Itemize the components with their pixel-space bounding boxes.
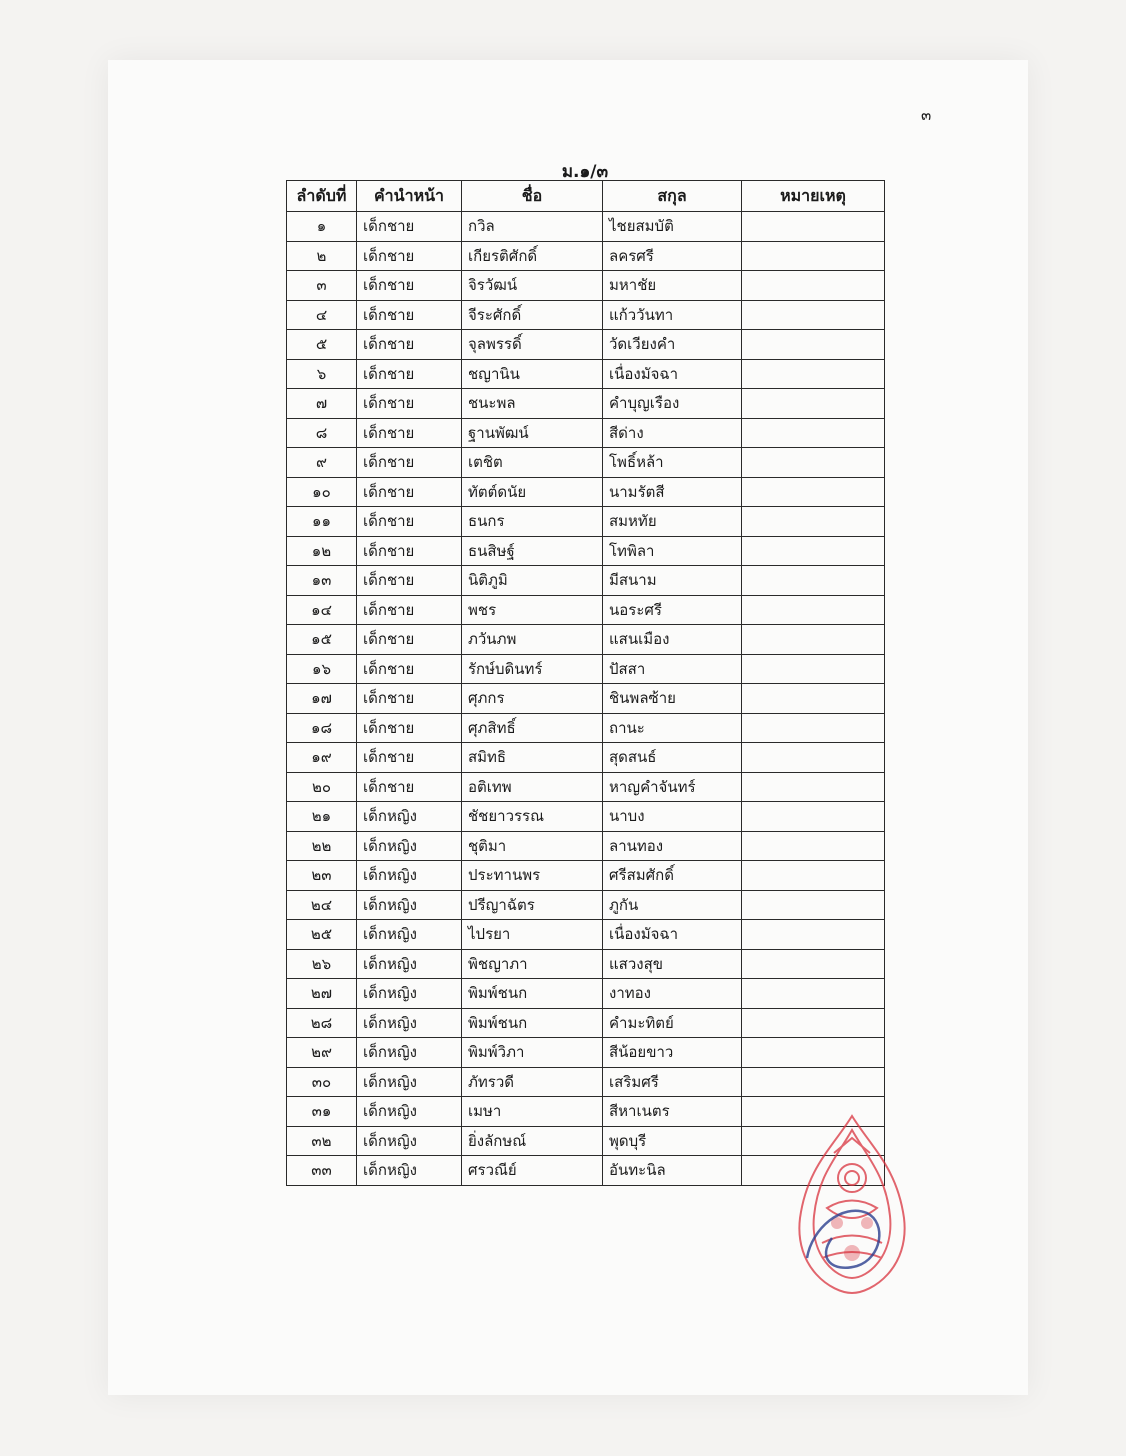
cell-first-name: เมษา xyxy=(462,1097,603,1127)
cell-number: ๒๑ xyxy=(287,802,357,832)
cell-prefix: เด็กหญิง xyxy=(357,1126,462,1156)
cell-number: ๓๓ xyxy=(287,1156,357,1186)
cell-prefix: เด็กชาย xyxy=(357,743,462,773)
table-row xyxy=(287,595,885,625)
cell-last-name: นอระศรี xyxy=(603,595,742,625)
table-row xyxy=(287,566,885,596)
cell-note xyxy=(742,713,885,743)
cell-note xyxy=(742,802,885,832)
cell-first-name: จุลพรรดิ์ xyxy=(462,330,603,360)
cell-prefix: เด็กชาย xyxy=(357,536,462,566)
cell-last-name: คำมะทิตย์ xyxy=(603,1008,742,1038)
cell-prefix: เด็กหญิง xyxy=(357,1008,462,1038)
table-row xyxy=(287,713,885,743)
header-first-name: ชื่อ xyxy=(462,181,603,212)
cell-number: ๓ xyxy=(287,271,357,301)
cell-prefix: เด็กชาย xyxy=(357,566,462,596)
cell-last-name: แสวงสุข xyxy=(603,949,742,979)
cell-number: ๒๒ xyxy=(287,831,357,861)
cell-note xyxy=(742,212,885,242)
cell-prefix: เด็กชาย xyxy=(357,212,462,242)
cell-note xyxy=(742,389,885,419)
cell-first-name: พชร xyxy=(462,595,603,625)
cell-prefix: เด็กหญิง xyxy=(357,890,462,920)
table-row xyxy=(287,448,885,478)
cell-prefix: เด็กชาย xyxy=(357,389,462,419)
cell-first-name: ศรวณีย์ xyxy=(462,1156,603,1186)
cell-prefix: เด็กชาย xyxy=(357,625,462,655)
cell-first-name: ยิ่งลักษณ์ xyxy=(462,1126,603,1156)
cell-prefix: เด็กหญิง xyxy=(357,1156,462,1186)
cell-number: ๑๘ xyxy=(287,713,357,743)
cell-number: ๒๔ xyxy=(287,890,357,920)
table-row xyxy=(287,802,885,832)
table-row xyxy=(287,949,885,979)
cell-first-name: ธนสิษฐ์ xyxy=(462,536,603,566)
header-last-name: สกุล xyxy=(603,181,742,212)
cell-last-name: สุดสนธ์ xyxy=(603,743,742,773)
cell-prefix: เด็กชาย xyxy=(357,713,462,743)
table-row xyxy=(287,920,885,950)
cell-note xyxy=(742,979,885,1009)
cell-note xyxy=(742,507,885,537)
cell-last-name: ศรีสมศักดิ์ xyxy=(603,861,742,891)
table-row xyxy=(287,300,885,330)
cell-prefix: เด็กหญิง xyxy=(357,1097,462,1127)
cell-last-name: ลครศรี xyxy=(603,241,742,271)
cell-number: ๗ xyxy=(287,389,357,419)
cell-last-name: มหาชัย xyxy=(603,271,742,301)
cell-first-name: พิมพ์วิภา xyxy=(462,1038,603,1068)
cell-note xyxy=(742,300,885,330)
cell-note xyxy=(742,831,885,861)
table-row xyxy=(287,861,885,891)
cell-first-name: ทัตต์ดนัย xyxy=(462,477,603,507)
cell-note xyxy=(742,595,885,625)
cell-number: ๑๕ xyxy=(287,625,357,655)
cell-prefix: เด็กชาย xyxy=(357,241,462,271)
table-row xyxy=(287,536,885,566)
cell-prefix: เด็กชาย xyxy=(357,772,462,802)
cell-first-name: ธนกร xyxy=(462,507,603,537)
cell-last-name: ภูกัน xyxy=(603,890,742,920)
cell-note xyxy=(742,743,885,773)
table-row xyxy=(287,772,885,802)
cell-note xyxy=(742,418,885,448)
cell-note xyxy=(742,920,885,950)
cell-last-name: แสนเมือง xyxy=(603,625,742,655)
cell-first-name: ประทานพร xyxy=(462,861,603,891)
cell-last-name: ถานะ xyxy=(603,713,742,743)
cell-last-name: พุดบุรี xyxy=(603,1126,742,1156)
cell-last-name: สีน้อยขาว xyxy=(603,1038,742,1068)
cell-last-name: เนื่องมัจฉา xyxy=(603,920,742,950)
cell-prefix: เด็กชาย xyxy=(357,448,462,478)
cell-last-name: อันทะนิล xyxy=(603,1156,742,1186)
cell-note xyxy=(742,861,885,891)
cell-first-name: เกียรติศักดิ์ xyxy=(462,241,603,271)
cell-first-name: ชนะพล xyxy=(462,389,603,419)
cell-number: ๑๔ xyxy=(287,595,357,625)
cell-last-name: ไชยสมบัติ xyxy=(603,212,742,242)
cell-first-name: อติเทพ xyxy=(462,772,603,802)
cell-number: ๔ xyxy=(287,300,357,330)
table-row xyxy=(287,684,885,714)
table-row xyxy=(287,1038,885,1068)
cell-number: ๒๙ xyxy=(287,1038,357,1068)
cell-prefix: เด็กชาย xyxy=(357,300,462,330)
cell-prefix: เด็กหญิง xyxy=(357,831,462,861)
cell-number: ๒๘ xyxy=(287,1008,357,1038)
cell-last-name: ปัสสา xyxy=(603,654,742,684)
cell-number: ๑๐ xyxy=(287,477,357,507)
cell-number: ๑๙ xyxy=(287,743,357,773)
table-row xyxy=(287,1008,885,1038)
cell-number: ๘ xyxy=(287,418,357,448)
cell-number: ๑๗ xyxy=(287,684,357,714)
cell-prefix: เด็กชาย xyxy=(357,684,462,714)
cell-last-name: โพธิ์หล้า xyxy=(603,448,742,478)
header-note: หมายเหตุ xyxy=(742,181,885,212)
cell-prefix: เด็กชาย xyxy=(357,359,462,389)
cell-prefix: เด็กหญิง xyxy=(357,1067,462,1097)
cell-first-name: ภัทรวดี xyxy=(462,1067,603,1097)
cell-note xyxy=(742,1038,885,1068)
cell-note xyxy=(742,949,885,979)
cell-first-name: ศุภกร xyxy=(462,684,603,714)
cell-first-name: พิชญาภา xyxy=(462,949,603,979)
cell-first-name: พิมพ์ชนก xyxy=(462,979,603,1009)
cell-note xyxy=(742,772,885,802)
table-row xyxy=(287,389,885,419)
cell-first-name: จิรวัฒน์ xyxy=(462,271,603,301)
table-row xyxy=(287,831,885,861)
cell-note xyxy=(742,359,885,389)
cell-last-name: วัดเวียงคำ xyxy=(603,330,742,360)
cell-number: ๕ xyxy=(287,330,357,360)
cell-last-name: สีหาเนตร xyxy=(603,1097,742,1127)
table-row xyxy=(287,743,885,773)
cell-number: ๒๐ xyxy=(287,772,357,802)
cell-prefix: เด็กชาย xyxy=(357,595,462,625)
cell-note xyxy=(742,1008,885,1038)
cell-number: ๒๕ xyxy=(287,920,357,950)
table-row xyxy=(287,1067,885,1097)
cell-note xyxy=(742,566,885,596)
table-row xyxy=(287,507,885,537)
cell-note xyxy=(742,241,885,271)
table-row xyxy=(287,625,885,655)
table-header-row xyxy=(287,181,885,212)
page-number: ๓ xyxy=(921,106,932,124)
cell-number: ๓๑ xyxy=(287,1097,357,1127)
student-roster-table xyxy=(286,180,885,1186)
cell-number: ๒ xyxy=(287,241,357,271)
cell-last-name: สมหทัย xyxy=(603,507,742,537)
cell-number: ๖ xyxy=(287,359,357,389)
table-row xyxy=(287,330,885,360)
cell-number: ๑๒ xyxy=(287,536,357,566)
cell-prefix: เด็กชาย xyxy=(357,477,462,507)
table-row xyxy=(287,418,885,448)
cell-prefix: เด็กชาย xyxy=(357,418,462,448)
cell-first-name: ปรีญาฉัตร xyxy=(462,890,603,920)
cell-note xyxy=(742,536,885,566)
cell-last-name: นาบง xyxy=(603,802,742,832)
cell-last-name: แก้ววันทา xyxy=(603,300,742,330)
cell-prefix: เด็กหญิง xyxy=(357,920,462,950)
cell-note xyxy=(742,271,885,301)
cell-number: ๑๓ xyxy=(287,566,357,596)
cell-note xyxy=(742,330,885,360)
cell-last-name: มีสนาม xyxy=(603,566,742,596)
cell-first-name: เตชิต xyxy=(462,448,603,478)
cell-number: ๒๓ xyxy=(287,861,357,891)
cell-last-name: นามรัตสี xyxy=(603,477,742,507)
cell-note xyxy=(742,625,885,655)
class-title: ม.๑/๓ xyxy=(561,162,609,182)
cell-first-name: นิติภูมิ xyxy=(462,566,603,596)
table-body xyxy=(287,212,885,1186)
cell-first-name: ชัชยาวรรณ xyxy=(462,802,603,832)
cell-first-name: ชญานิน xyxy=(462,359,603,389)
cell-note xyxy=(742,890,885,920)
cell-first-name: ฐานพัฒน์ xyxy=(462,418,603,448)
cell-prefix: เด็กหญิง xyxy=(357,802,462,832)
cell-prefix: เด็กหญิง xyxy=(357,861,462,891)
cell-first-name: ศุภสิทธิ์ xyxy=(462,713,603,743)
cell-number: ๑๖ xyxy=(287,654,357,684)
table-row xyxy=(287,654,885,684)
table-row xyxy=(287,241,885,271)
cell-first-name: ภวันภพ xyxy=(462,625,603,655)
header-prefix: คำนำหน้า xyxy=(357,181,462,212)
table-row xyxy=(287,212,885,242)
school-seal-stamp xyxy=(772,1108,932,1318)
cell-prefix: เด็กหญิง xyxy=(357,979,462,1009)
cell-last-name: ชินพลซ้าย xyxy=(603,684,742,714)
cell-first-name: ไปรยา xyxy=(462,920,603,950)
cell-note xyxy=(742,477,885,507)
cell-note xyxy=(742,1067,885,1097)
table-row xyxy=(287,359,885,389)
header-number: ลำดับที่ xyxy=(287,181,357,212)
table-row xyxy=(287,890,885,920)
table-row xyxy=(287,477,885,507)
cell-first-name: กวิล xyxy=(462,212,603,242)
cell-number: ๙ xyxy=(287,448,357,478)
cell-first-name: จีระศักดิ์ xyxy=(462,300,603,330)
cell-first-name: ชุติมา xyxy=(462,831,603,861)
cell-number: ๑ xyxy=(287,212,357,242)
cell-first-name: รักษ์บดินทร์ xyxy=(462,654,603,684)
cell-number: ๑๑ xyxy=(287,507,357,537)
cell-note xyxy=(742,654,885,684)
cell-note xyxy=(742,684,885,714)
cell-last-name: งาทอง xyxy=(603,979,742,1009)
cell-last-name: สีด่าง xyxy=(603,418,742,448)
cell-prefix: เด็กหญิง xyxy=(357,1038,462,1068)
cell-number: ๓๒ xyxy=(287,1126,357,1156)
cell-last-name: โทพิลา xyxy=(603,536,742,566)
cell-prefix: เด็กชาย xyxy=(357,330,462,360)
cell-prefix: เด็กชาย xyxy=(357,271,462,301)
cell-first-name: สมิทธิ xyxy=(462,743,603,773)
table-row xyxy=(287,271,885,301)
table-row xyxy=(287,979,885,1009)
cell-prefix: เด็กชาย xyxy=(357,654,462,684)
cell-number: ๒๖ xyxy=(287,949,357,979)
cell-last-name: ลานทอง xyxy=(603,831,742,861)
cell-last-name: คำบุญเรือง xyxy=(603,389,742,419)
cell-last-name: หาญคำจันทร์ xyxy=(603,772,742,802)
cell-number: ๓๐ xyxy=(287,1067,357,1097)
cell-prefix: เด็กชาย xyxy=(357,507,462,537)
cell-last-name: เนื่องมัจฉา xyxy=(603,359,742,389)
cell-note xyxy=(742,448,885,478)
cell-prefix: เด็กหญิง xyxy=(357,949,462,979)
cell-last-name: เสริมศรี xyxy=(603,1067,742,1097)
cell-first-name: พิมพ์ชนก xyxy=(462,1008,603,1038)
cell-number: ๒๗ xyxy=(287,979,357,1009)
